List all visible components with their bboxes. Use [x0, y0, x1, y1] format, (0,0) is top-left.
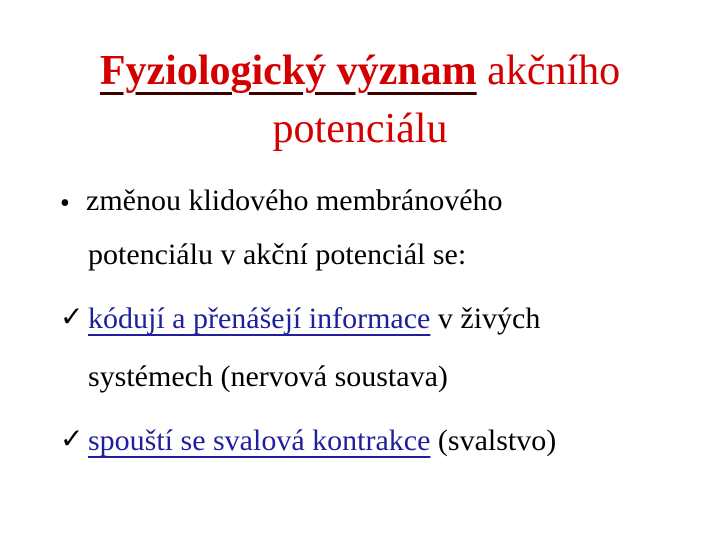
item-1-emphasis: kódují a přenášejí informace	[88, 302, 431, 335]
item-1-line-1	[88, 302, 540, 336]
item-2-line-1	[88, 424, 556, 458]
title-line-1-rest: akčního	[476, 48, 621, 94]
item-2-emphasis: spouští se svalová kontrakce	[88, 424, 431, 457]
bullet-icon: •	[60, 188, 70, 219]
title-emphasis: Fyziologický význam	[99, 48, 477, 94]
checkmark-icon: ✓	[60, 422, 84, 455]
item-1-line-2: systémech (nervová soustava)	[88, 360, 448, 393]
bullet-text-line-2: potenciálu v akční potenciál se:	[88, 238, 467, 271]
title-line-2: potenciálu	[272, 106, 448, 152]
bullet-text-line-1: změnou klidového membránového	[86, 184, 503, 217]
title-line-1	[0, 42, 720, 100]
item-2-rest: (svalstvo)	[430, 424, 557, 457]
slide-title	[0, 42, 720, 158]
item-1-rest: v živých	[430, 302, 541, 335]
checkmark-icon: ✓	[60, 300, 84, 333]
